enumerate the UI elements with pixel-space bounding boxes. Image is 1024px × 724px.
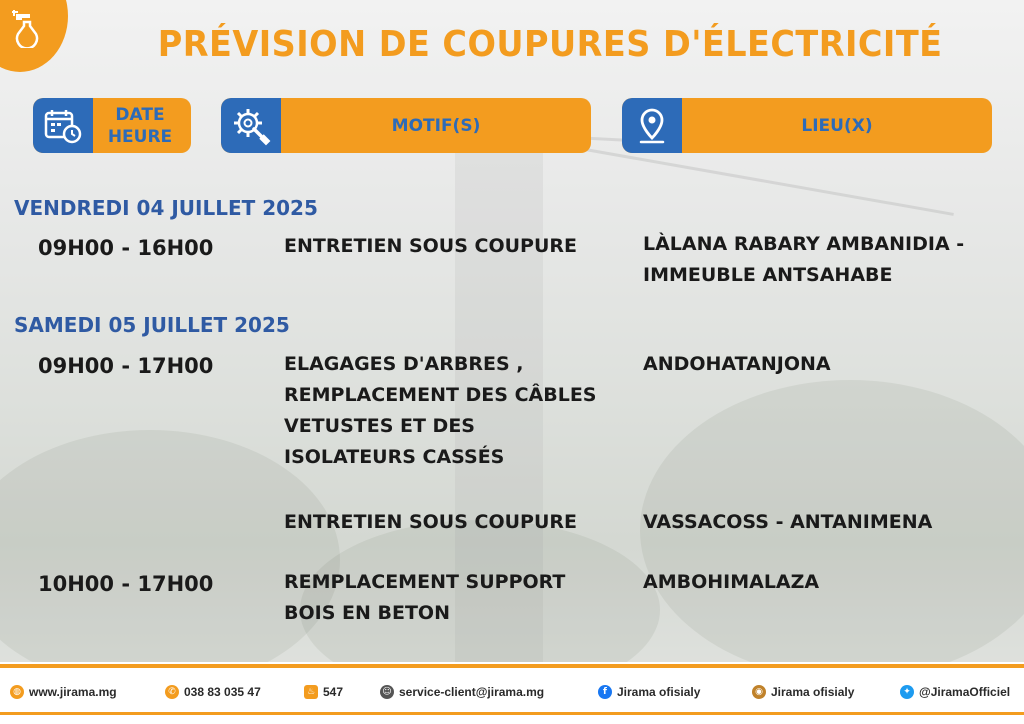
globe-icon: ◍	[10, 685, 24, 699]
header-motif	[221, 98, 591, 153]
lieu-line: LÀLANA RABARY AMBANIDIA -	[643, 233, 965, 255]
header-motif-label: MOTIF(S)	[391, 115, 481, 136]
time-range: 10H00 - 17H00	[38, 572, 214, 596]
header-date	[33, 98, 191, 153]
motif-text	[284, 349, 634, 473]
footer-social[interactable]	[752, 682, 854, 702]
footer-phone[interactable]	[165, 682, 261, 702]
footer-twitter[interactable]	[900, 682, 1010, 702]
time-range: 09H00 - 16H00	[38, 236, 214, 260]
footer-divider	[0, 664, 1024, 668]
motif-line: ISOLATEURS CASSÉS	[284, 446, 505, 468]
motif-line: REMPLACEMENT DES CÂBLES	[284, 384, 597, 406]
facebook-icon: f	[598, 685, 612, 699]
footer-website[interactable]	[10, 682, 117, 702]
footer-facebook[interactable]	[598, 682, 700, 702]
header-date-line2: HEURE	[107, 126, 173, 147]
lieu-line: IMMEUBLE ANTSAHABE	[643, 264, 893, 286]
footer-email[interactable]	[380, 682, 544, 702]
header-lieu-label: LIEU(X)	[801, 115, 873, 136]
motif-line: ELAGAGES D'ARBRES ,	[284, 353, 524, 375]
lieu-text	[643, 567, 1003, 598]
day-heading: VENDREDI 04 JUILLET 2025	[14, 196, 318, 220]
motif-line: ENTRETIEN SOUS COUPURE	[284, 235, 578, 257]
header-lieu	[622, 98, 992, 153]
gear-wrench-icon	[221, 98, 281, 153]
faucet-icon: ♨	[304, 685, 318, 699]
motif-text	[284, 231, 634, 262]
footer-website-text: www.jirama.mg	[29, 685, 117, 699]
twitter-icon: ✦	[900, 685, 914, 699]
motif-line: REMPLACEMENT SUPPORT	[284, 571, 566, 593]
lieu-text	[643, 507, 1003, 538]
footer-phone-text: 038 83 035 47	[184, 685, 261, 699]
support-agent-icon: ☺	[380, 685, 394, 699]
footer-email-text: service-client@jirama.mg	[399, 685, 545, 699]
motif-line: VETUSTES ET DES	[284, 415, 475, 437]
map-pin-icon	[622, 98, 682, 153]
header-date-line1: DATE	[115, 104, 165, 125]
social-icon: ◉	[752, 685, 766, 699]
motif-text	[284, 507, 634, 538]
footer-social-text: Jirama ofisialy	[771, 685, 855, 699]
faucet-bulb-icon	[12, 8, 40, 48]
lieu-line: AMBOHIMALAZA	[643, 571, 820, 593]
lieu-text	[643, 229, 1003, 291]
footer-twitter-text: @JiramaOfficiel	[919, 685, 1011, 699]
footer-facebook-text: Jirama ofisialy	[617, 685, 701, 699]
motif-text	[284, 567, 634, 629]
footer-divider	[0, 712, 1024, 715]
motif-line: ENTRETIEN SOUS COUPURE	[284, 511, 578, 533]
lieu-text	[643, 349, 1003, 380]
lieu-line: VASSACOSS - ANTANIMENA	[643, 511, 933, 533]
calendar-clock-icon	[33, 98, 93, 153]
footer-short-number[interactable]	[304, 682, 343, 702]
lieu-line: ANDOHATANJONA	[643, 353, 831, 375]
phone-icon: ✆	[165, 685, 179, 699]
motif-line: BOIS EN BETON	[284, 602, 450, 624]
time-range: 09H00 - 17H00	[38, 354, 214, 378]
footer-short-number-text: 547	[323, 685, 344, 699]
header-date-label	[93, 104, 191, 148]
day-heading: SAMEDI 05 JUILLET 2025	[14, 313, 290, 337]
page-title: PRÉVISION DE COUPURES D'ÉLECTRICITÉ	[157, 24, 943, 65]
